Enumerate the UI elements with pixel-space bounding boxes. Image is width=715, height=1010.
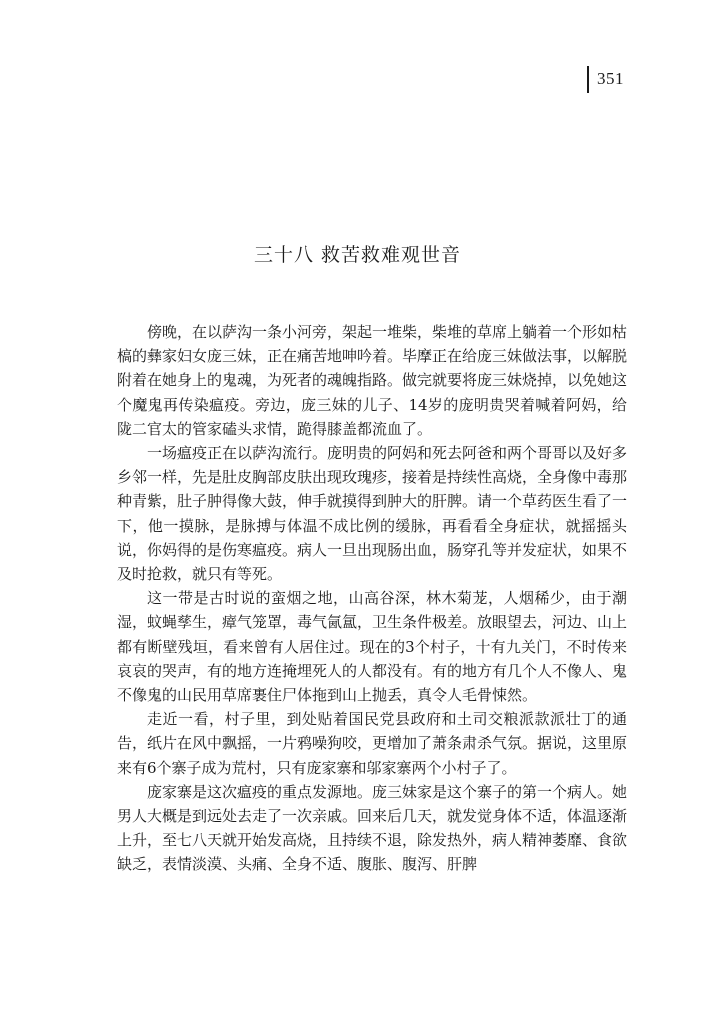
paragraph: 一场瘟疫正在以萨沟流行。庞明贵的阿妈和死去阿爸和两个哥哥以及好多乡邻一样，先是肚皮胸部皮肤出现玫瑰疹，接着是持续性高烧，全身像中毒那种青紫，肚子肿得像大鼓，伸手就摸得到肿大的肝脾。请一个草药医生看了一下，他一摸脉，是脉搏与体温不成比例的缓脉，再看看全身症状，就摇摇头说，你妈得的是伤寒瘟疫。病人一旦出现肠出血，肠穿孔等并发症状，如果不及时抢救，就只有等死。 [117,444,628,584]
paragraph: 走近一看，村子里，到处贴着国民党县政府和土司交粮派款派壮丁的通告，纸片在风中飘摇，一片鸦噪狗咬，更增加了萧条肃杀气氛。据说，这里原来有6个寨子成为荒村，只有庞家寨和邬家寨两个小村子了。 [117,710,628,777]
body-text [117,320,627,877]
page-number: 351 [597,69,624,88]
chapter-title: 三十八 救苦救难观世音 [253,244,462,266]
paragraph: 这一带是古时说的蛮烟之地，山高谷深，林木菊茏，人烟稀少，由于潮湿，蚊蝇孳生，瘴气笼罩，毒气氤氲，卫生条件极差。放眼望去，河边、山上都有断壁残垣，看来曾有人居住过。现在的3个村子，十有九关门，不时传来哀哀的哭声，有的地方连掩埋死人的人都没有。有的地方有几个人不像人、鬼不像鬼的山民用草席裹住尸体拖到山上抛丢，真令人毛骨悚然。 [117,589,628,705]
page-number-divider [587,66,589,93]
paragraph: 庞家寨是这次瘟疫的重点发源地。庞三妹家是这个寨子的第一个病人。她男人大概是到远处去走了一次亲戚。回来后几天，就发觉身体不适，体温逐渐上升，至七八天就开始发高烧，且持续不退，除发热外，病人精神萎靡、食欲缺乏，表情淡漠、头痛、全身不适、腹胀、腹泻、肝脾 [117,782,628,874]
paragraph: 傍晚，在以萨沟一条小河旁，架起一堆柴，柴堆的草席上躺着一个形如枯槁的彝家妇女庞三妹，正在痛苦地呻吟着。毕摩正在给庞三妹做法事，以解脱附着在她身上的鬼魂，为死者的魂魄指路。做完就要将庞三妹烧掉，以免她这个魔鬼再传染瘟疫。旁边，庞三妹的儿子、14岁的庞明贵哭着喊着阿妈，给陇二官太的管家磕头求情，跪得膝盖都流血了。 [117,323,628,438]
